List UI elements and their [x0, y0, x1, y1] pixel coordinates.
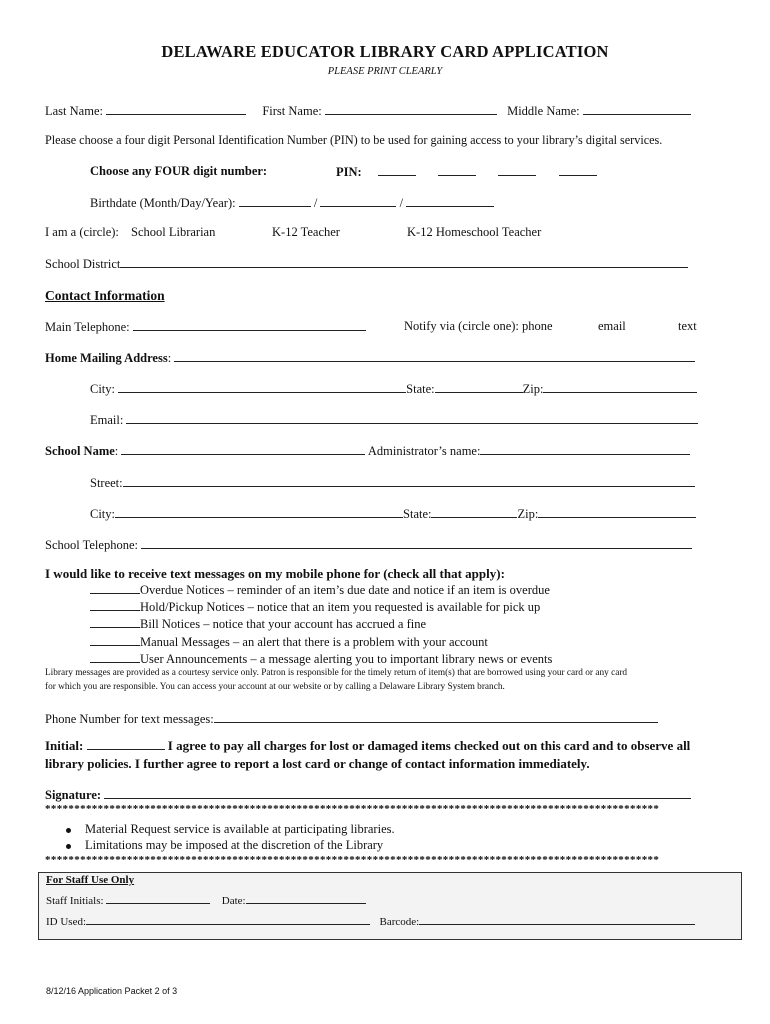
staff-id-label: ID Used: [46, 916, 87, 928]
school-street-field[interactable] [123, 475, 695, 487]
email-row [90, 412, 698, 428]
district-field[interactable] [120, 256, 688, 268]
pin-row [336, 164, 597, 180]
text-phone-row [45, 711, 658, 727]
school-name-field[interactable] [121, 443, 365, 455]
staff-id-row [46, 915, 695, 928]
birthdate-row [90, 195, 494, 211]
note-text: Material Request service is available at participating libraries. [85, 822, 395, 836]
home-state-label: State: [406, 382, 435, 396]
pin-digit-1[interactable] [378, 164, 416, 176]
staff-date-field[interactable] [246, 894, 366, 904]
checkbox-line[interactable] [90, 599, 140, 611]
first-name-field[interactable] [325, 103, 497, 115]
role-option-school-librarian[interactable]: School Librarian [131, 225, 216, 239]
staff-initials-field[interactable] [106, 894, 210, 904]
divider-stars-top: ********************************************************************************************************* [45, 803, 660, 815]
staff-barcode-label: Barcode: [379, 916, 420, 928]
staff-heading: For Staff Use Only [46, 874, 135, 886]
text-option-label: User Announcements – a message alerting you to important library news or events [140, 652, 553, 666]
admin-name-field[interactable] [480, 443, 690, 455]
home-city-row [90, 381, 697, 397]
page-subtitle: PLEASE PRINT CLEARLY [327, 66, 443, 77]
middle-name-label: Middle Name: [507, 104, 580, 118]
colon: : [167, 351, 172, 365]
colon: : [114, 444, 119, 458]
home-city-label: City: [90, 382, 116, 396]
notify-option-email[interactable]: email [598, 319, 626, 333]
text-option-label: Bill Notices – notice that your account has accrued a fine [140, 617, 427, 631]
school-zip-field[interactable] [538, 506, 696, 518]
text-option-manual[interactable] [90, 634, 488, 650]
note-text: Limitations may be imposed at the discretion of the Library [85, 838, 384, 852]
text-option-label: Hold/Pickup Notices – notice that an item you requested is available for pick up [140, 600, 541, 614]
school-name-row [45, 443, 690, 459]
email-field[interactable] [126, 412, 698, 424]
text-option-label: Manual Messages – an alert that there is a problem with your account [140, 635, 488, 649]
disclaimer-line-1: Library messages are provided as a courtesy service only. Patron is responsible for the timely return of item(s) that are borrowed using your card or any card [45, 668, 628, 678]
main-phone-row [45, 319, 366, 335]
checkbox-line[interactable] [90, 651, 140, 663]
school-city-row [90, 506, 696, 522]
initial-field[interactable] [87, 738, 165, 750]
main-phone-field[interactable] [133, 319, 366, 331]
staff-initials-label: Staff Initials: [46, 895, 104, 907]
school-city-label: City: [90, 507, 116, 521]
date-separator: / [399, 196, 404, 210]
email-label: Email: [90, 413, 124, 427]
pin-intro: Please choose a four digit Personal Identification Number (PIN) to be used for gaining access to your library’s digital services. [45, 133, 663, 147]
school-state-label: State: [403, 507, 432, 521]
checkbox-line[interactable] [90, 634, 140, 646]
contact-heading: Contact Information [45, 288, 165, 303]
pin-digit-2[interactable] [438, 164, 476, 176]
date-separator: / [313, 196, 318, 210]
checkbox-line[interactable] [90, 616, 140, 628]
agreement-line-2: library policies. I further agree to report a lost card or change of contact information immediately. [45, 756, 590, 771]
district-label: School District [45, 257, 121, 271]
disclaimer-line-2: for which you are responsible. You can access your account at our website or by calling a Delaware Library System branch. [45, 682, 505, 692]
home-state-field[interactable] [435, 381, 523, 393]
school-name-label: School Name [45, 444, 115, 458]
home-address-field[interactable] [174, 350, 695, 362]
home-zip-label: Zip: [522, 382, 544, 396]
pin-label: PIN: [336, 165, 362, 179]
footer-text: 8/12/16 Application Packet 2 of 3 [46, 986, 178, 996]
text-option-announcements[interactable] [90, 651, 552, 667]
school-phone-row [45, 537, 692, 553]
school-phone-field[interactable] [141, 537, 692, 549]
school-city-field[interactable] [115, 506, 403, 518]
birthdate-label: Birthdate (Month/Day/Year): [90, 196, 236, 210]
text-option-hold[interactable] [90, 599, 540, 615]
first-name-label: First Name: [262, 104, 322, 118]
district-row [45, 256, 688, 272]
middle-name-field[interactable] [583, 103, 691, 115]
role-option-homeschool-teacher[interactable]: K-12 Homeschool Teacher [407, 225, 542, 239]
bullet-icon [66, 828, 71, 833]
pin-digit-4[interactable] [559, 164, 597, 176]
signature-field[interactable] [104, 787, 691, 799]
text-phone-label: Phone Number for text messages: [45, 712, 214, 726]
home-zip-field[interactable] [543, 381, 697, 393]
home-city-field[interactable] [118, 381, 406, 393]
home-address-row [45, 350, 695, 366]
text-option-overdue[interactable] [90, 582, 550, 598]
initial-label: Initial: [45, 738, 84, 753]
school-phone-label: School Telephone: [45, 538, 138, 552]
role-option-k12-teacher[interactable]: K-12 Teacher [272, 225, 340, 239]
school-state-field[interactable] [431, 506, 517, 518]
birth-day-field[interactable] [320, 195, 396, 207]
role-label: I am a (circle): [45, 225, 119, 239]
text-option-label: Overdue Notices – reminder of an item’s due date and notice if an item is overdue [140, 583, 550, 597]
home-address-label: Home Mailing Address [45, 351, 168, 365]
staff-barcode-field[interactable] [419, 915, 695, 925]
agreement-line-1 [45, 738, 690, 754]
school-street-row [90, 475, 695, 491]
staff-initials-row [46, 894, 366, 907]
notify-label: Notify via (circle one): phone [404, 319, 553, 333]
school-zip-label: Zip: [517, 507, 539, 521]
admin-name-label: Administrator’s name: [367, 444, 481, 458]
note-item [66, 822, 395, 837]
page-title: DELAWARE EDUCATOR LIBRARY CARD APPLICATION [161, 42, 609, 61]
signature-row [45, 787, 691, 803]
bullet-icon [66, 844, 71, 849]
birth-year-field[interactable] [406, 195, 494, 207]
school-street-label: Street: [90, 476, 123, 490]
text-messages-heading: I would like to receive text messages on my mobile phone for (check all that apply): [45, 566, 505, 581]
divider-stars-bottom: ********************************************************************************************************* [45, 854, 660, 866]
birth-month-field[interactable] [239, 195, 311, 207]
text-phone-field[interactable] [214, 711, 658, 723]
main-phone-label: Main Telephone: [45, 320, 130, 334]
agreement-text: I agree to pay all charges for lost or damaged items checked out on this card and to observe all [167, 738, 691, 753]
pin-choose-label: Choose any FOUR digit number: [90, 164, 268, 178]
last-name-label: Last Name: [45, 104, 103, 118]
note-item [66, 838, 383, 853]
staff-id-field[interactable] [86, 915, 370, 925]
last-name-field[interactable] [106, 103, 246, 115]
staff-date-label: Date: [221, 895, 246, 907]
name-row [45, 103, 691, 119]
pin-digit-3[interactable] [498, 164, 536, 176]
text-option-bill[interactable] [90, 616, 426, 632]
notify-option-text[interactable]: text [678, 319, 697, 333]
signature-label: Signature: [45, 788, 102, 802]
checkbox-line[interactable] [90, 582, 140, 594]
